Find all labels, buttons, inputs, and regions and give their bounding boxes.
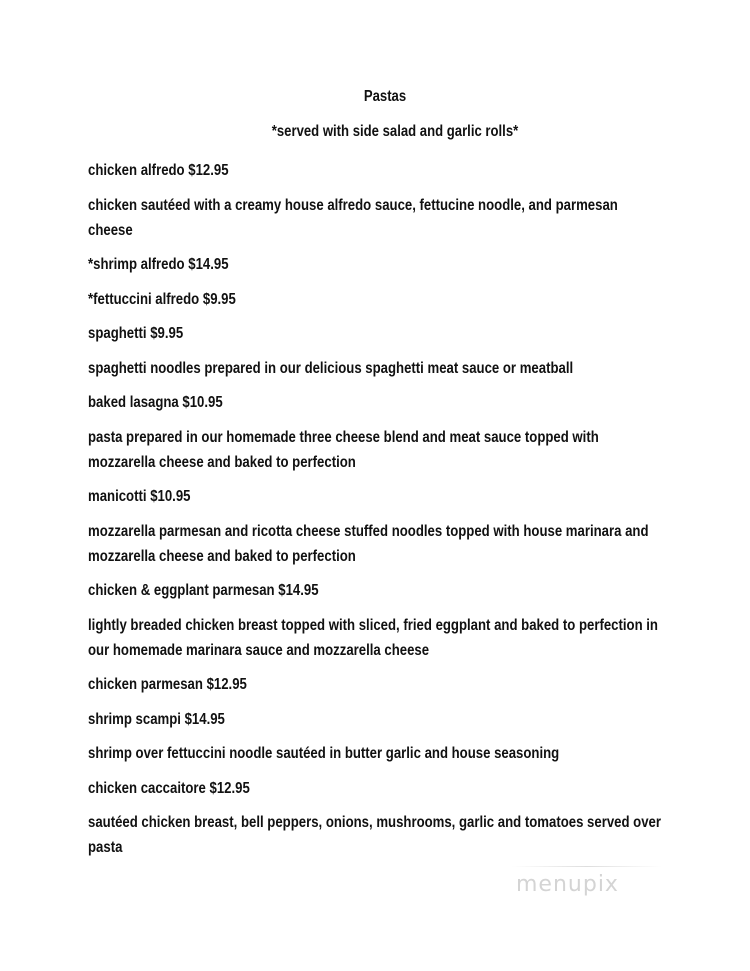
menu-item-name: shrimp scampi $14.95 — [88, 710, 225, 728]
menu-item-name: chicken caccaitore $12.95 — [88, 779, 250, 797]
watermark-divider — [512, 866, 662, 867]
menu-item-description: sautéed chicken breast, bell peppers, onions, mushrooms, garlic and tomatoes served over pasta — [88, 814, 661, 856]
menu-item-description: lightly breaded chicken breast topped with sliced, fried eggplant and baked to perfection in our homemade marinara sauce and mozzarella cheese — [88, 616, 658, 659]
menu-item-name: baked lasagna $10.95 — [88, 394, 223, 411]
menu-item-name: *shrimp alfredo $14.95 — [88, 256, 229, 273]
menu-items-list — [88, 158, 664, 870]
menu-item-description: shrimp over fettuccini noodle sautéed in butter garlic and house seasoning — [88, 745, 560, 762]
menu-item-name: manicotti $10.95 — [88, 488, 191, 505]
menu-item-description: spaghetti noodles prepared in our delicious spaghetti meat sauce or meatball — [88, 359, 574, 377]
menupix-watermark — [512, 866, 662, 912]
menu-item-name: chicken & eggplant parmesan $14.95 — [88, 582, 319, 599]
menu-item-name: spaghetti $9.95 — [88, 325, 184, 342]
menu-item-name: chicken alfredo $12.95 — [88, 162, 229, 179]
menu-item-name: *fettuccini alfredo $9.95 — [88, 290, 236, 308]
menu-item-description: pasta prepared in our homemade three cheese blend and meat sauce topped with mozzarella cheese and baked to perfection — [88, 428, 599, 471]
menu-item-description: mozzarella parmesan and ricotta cheese stuffed noodles topped with house marinara and mozzarella cheese and baked to perfection — [88, 522, 649, 565]
menu-item-description: chicken sautéed with a creamy house alfredo sauce, fettucine noodle, and parmesan cheese — [88, 196, 618, 239]
section-subtitle: *served with side salad and garlic rolls* — [271, 123, 519, 140]
section-title: Pastas — [363, 88, 407, 105]
watermark-text: menupix — [516, 872, 619, 897]
menu-item-name: chicken parmesan $12.95 — [88, 676, 247, 693]
